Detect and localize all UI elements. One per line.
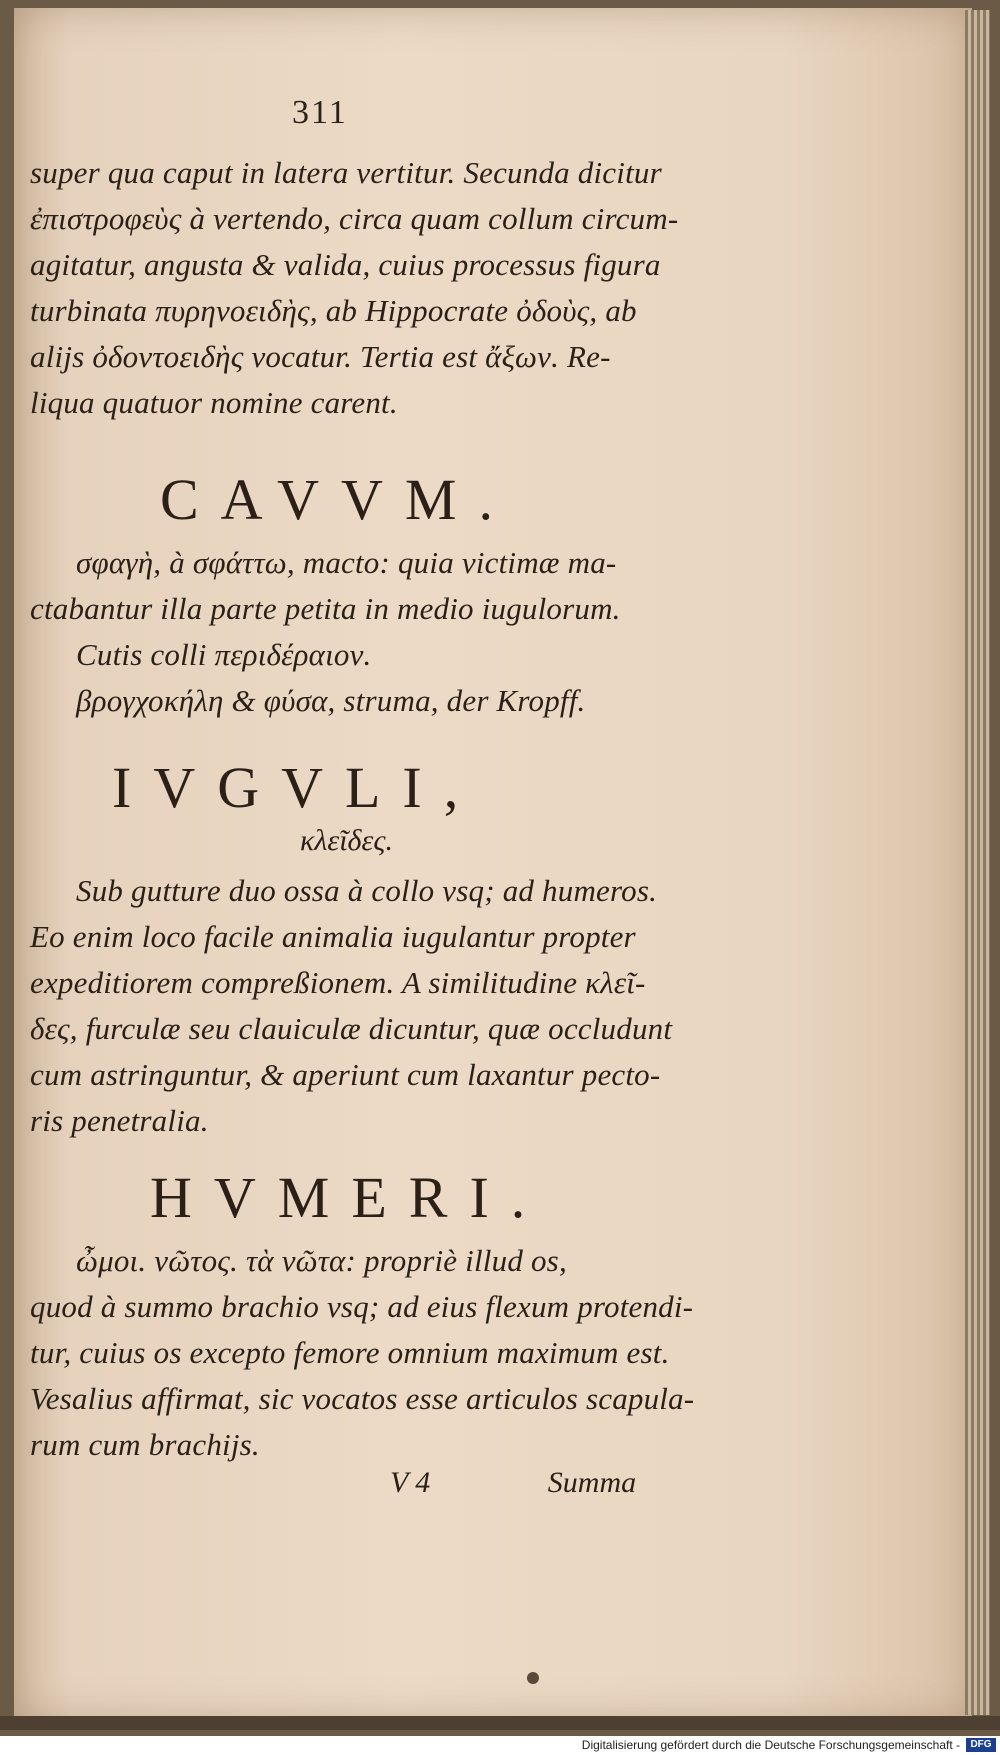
signature-mark: V 4 (390, 1466, 431, 1499)
text-line: Vesalius affirmat, sic vocatos esse articulos scapula- (30, 1381, 695, 1416)
footer-credit: Digitalisierung gefördert durch die Deutsche Forschungsgemeinschaft - (581, 1738, 960, 1752)
text-line: σφαγὴ, à σφάττω, macto: quia victimæ ma- (76, 545, 617, 580)
text-line: agitatur, angusta & valida, cuius processus figura (30, 247, 661, 282)
book-bottom-edge (0, 1716, 1000, 1730)
heading-cavum: CAVVM. (160, 467, 515, 532)
text-line: ctabantur illa parte petita in medio iugulorum. (30, 591, 621, 626)
text-line: tur, cuius os excepto femore omnium maximum est. (30, 1335, 670, 1370)
digitization-footer (0, 1736, 1000, 1755)
iuguli-greek-term: κλεῖδες. (300, 824, 393, 857)
page-edges (965, 10, 990, 1715)
text-line: liqua quatuor nomine carent. (30, 385, 398, 420)
text-line: δες, furculæ seu clauiculæ dicuntur, quæ occludunt (30, 1011, 673, 1046)
catchword: Summa (547, 1466, 637, 1499)
paragraph-iuguli (30, 868, 750, 1144)
signature-line (390, 1466, 636, 1500)
text-line: ἐπιστροφεὺς à vertendo, circa quam collum circum- (30, 201, 679, 236)
paragraph-humeri (30, 1238, 750, 1468)
text-line: ὦμοι. νῶτος. τὰ νῶτα: propriè illud os, (76, 1243, 567, 1278)
text-line: cum astringuntur, & aperiunt cum laxantur pecto- (30, 1057, 661, 1092)
text-line: Cutis colli περιδέραιον. (76, 637, 372, 672)
text-line: alijs ὀδοντοειδὴς vocatur. Tertia est ἄξων. Re- (30, 339, 611, 374)
text-line: ris penetralia. (30, 1103, 209, 1138)
dfg-logo-icon: DFG (966, 1738, 996, 1752)
text-line: quod à summo brachio vsq; ad eius flexum protendi- (30, 1289, 694, 1324)
heading-humeri: HVMERI. (150, 1165, 548, 1230)
text-line: rum cum brachijs. (30, 1427, 260, 1462)
paragraph-cavum (30, 540, 750, 724)
text-line: Sub gutture duo ossa à collo vsq; ad humeros. (76, 873, 658, 908)
ink-spot (527, 1672, 539, 1684)
page-number: 311 (292, 94, 348, 131)
text-line: turbinata πυρηνοειδὴς, ab Hippocrate ὀδοὺς, ab (30, 293, 637, 328)
text-line: expeditiorem compreßionem. A similitudine κλεῖ- (30, 965, 646, 1000)
text-line: Eo enim loco facile animalia iugulantur propter (30, 919, 636, 954)
text-line: βρογχοκήλη & φύσα, struma, der Kropff. (76, 683, 586, 718)
text-line: super qua caput in latera vertitur. Secunda dicitur (30, 155, 662, 190)
heading-iuguli: IVGVLI, (112, 755, 481, 820)
paragraph-vertebrae (30, 150, 750, 426)
